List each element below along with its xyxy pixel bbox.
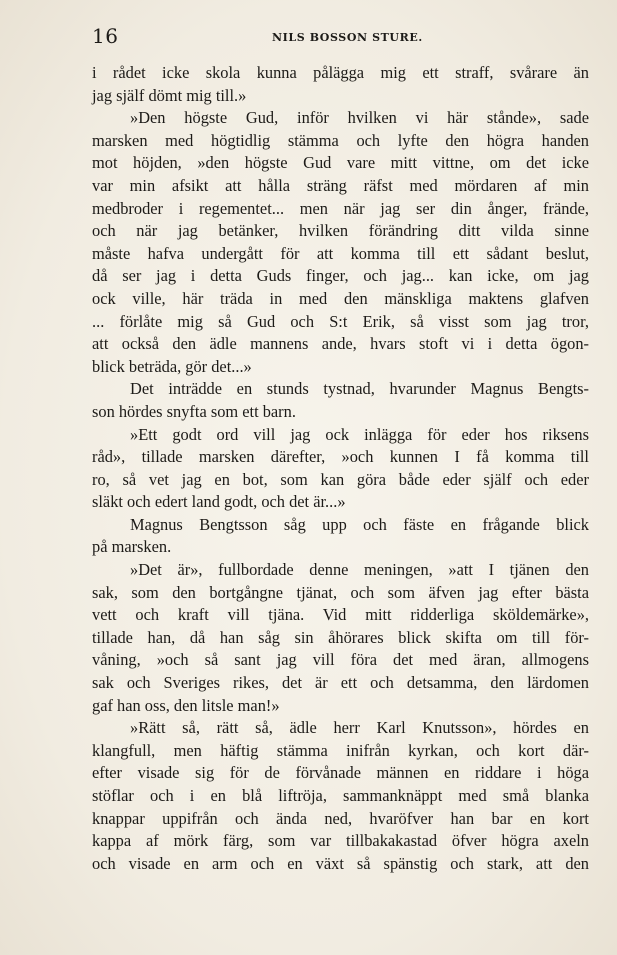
text-line: råd», tillade marsken därefter, »och kunnen I få komma till: [92, 447, 589, 467]
text-line: i rådet icke skola kunna pålägga mig ett straff, svårare än: [92, 63, 589, 82]
page-number: 16: [92, 24, 119, 48]
text-line: mot höjden, »den högste Gud vare mitt vittne, om det icke: [92, 153, 589, 173]
text-line: »Rätt så, rätt så, ädle herr Karl Knutsson», hördes en: [130, 718, 589, 738]
text-line: »Den högste Gud, inför hvilken vi här stånde», sade: [130, 108, 589, 128]
text-line: vett och kraft vill tjäna. Vid mitt ridderliga sköldemärke»,: [92, 605, 589, 625]
text-line: sak och Sveriges rikes, det är ett och detsamma, den lärdomen: [92, 673, 589, 693]
text-line: då ser jag i detta Guds finger, och jag... kan icke, om jag: [92, 266, 589, 286]
running-head: NILS BOSSON STURE.: [272, 31, 423, 44]
text-line: blick beträda, gör det...»: [92, 356, 252, 376]
text-line: son hördes snyfta som ett barn.: [92, 401, 296, 421]
text-line: våning, »och så sant jag vill föra det med äran, allmogens: [92, 650, 589, 670]
text-line: Magnus Bengtsson såg upp och fäste en frågande blick: [130, 514, 589, 534]
text-line: knappar uppifrån och ända ned, hvaröfver han bar en kort: [92, 808, 589, 828]
text-line: klangfull, men häftig stämma inifrån kyrkan, och kort där-: [92, 740, 589, 760]
text-line: ock ville, här träda in med den mänskliga maktens glafven: [92, 288, 589, 308]
text-line: på marsken.: [92, 537, 172, 557]
page-header: [92, 24, 592, 52]
text-line: sak, som den bortgångne tjänat, och som äfven jag efter bästa: [92, 582, 589, 602]
text-line: medbroder i regementet... men när jag ser din ånger, frände,: [92, 198, 589, 218]
text-line: var min afsikt att hålla sträng räfst med mördaren af min: [92, 175, 589, 195]
text-line: och visade en arm och en växt så spänstig och stark, att den: [92, 853, 589, 873]
text-line: kappa af mörk färg, som var tillbakakastad öfver högra axeln: [92, 831, 589, 851]
text-line: efter visade sig för de förvånade männen en riddare i höga: [92, 763, 589, 783]
text-line: »Ett godt ord vill jag ock inlägga för eder hos riksens: [130, 424, 589, 444]
text-line: stöflar och i en blå liftröja, sammanknäppt med små blanka: [92, 786, 589, 805]
text-line: gaf han oss, den litsle man!»: [92, 695, 280, 715]
text-line: att också den ädle mannens ande, hvars stoft vi i detta ögon-: [92, 334, 589, 354]
text-line: ... förlåte mig så Gud och S:t Erik, så visst som jag tror,: [92, 311, 589, 331]
body-text: [92, 62, 589, 875]
text-line: ro, så vet jag en bot, som kan göra både eder själf och eder: [92, 469, 589, 489]
text-line: och när jag betänker, hvilken förändring ditt vilda sinne: [92, 221, 589, 241]
text-line: jag själf dömt mig till.»: [92, 85, 247, 105]
text-line: tillade han, då han såg sin åhörares blick skifta om till för-: [92, 627, 589, 647]
text-line: »Det är», fullbordade denne meningen, »att I tjänen den: [130, 560, 589, 580]
text-line: marsken med högtidlig stämma och lyfte den högra handen: [92, 130, 589, 150]
text-line: måste hafva undergått för att komma till ett sådant beslut,: [92, 243, 589, 263]
text-line: Det inträdde en stunds tystnad, hvarunder Magnus Bengts-: [130, 379, 589, 399]
text-line: släkt och edert land godt, och det är...»: [92, 492, 346, 512]
